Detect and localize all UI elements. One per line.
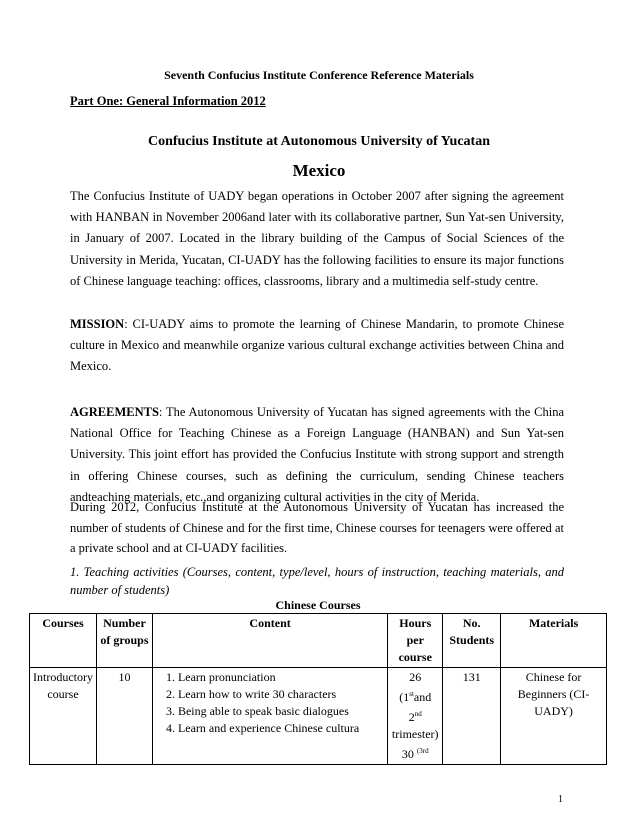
- hours-line: trimester): [391, 727, 439, 741]
- header-content: Content: [152, 614, 387, 668]
- hours-line: 30 $^{(3rd}$: [401, 747, 429, 761]
- agreements-label: AGREEMENTS: [70, 405, 159, 419]
- table-header-row: [30, 614, 607, 668]
- mission-text: : CI-UADY aims to promote the learning of Chinese Mandarin, to promote Chinese culture in Mexico and meanwhile organize various cultural exchange activities between China and Mexico.: [70, 317, 564, 374]
- country-title: Mexico: [292, 161, 346, 180]
- list-item: 4. Learn and experience Chinese cultura: [178, 720, 384, 737]
- agreements-paragraph: [70, 402, 564, 508]
- header-courses: Courses: [30, 614, 97, 668]
- cell-students: 131: [443, 668, 501, 765]
- cell-hours: [388, 668, 443, 765]
- header-materials: Materials: [501, 614, 607, 668]
- mission-label: MISSION: [70, 317, 125, 331]
- page-number: 1: [558, 794, 563, 805]
- hours-line: (1stand: [399, 690, 432, 704]
- part-title: Part One: General Information 2012: [70, 94, 266, 108]
- agreements-text: : The Autonomous University of Yucatan has signed agreements with the China National Office for Teaching Chinese as a Foreign Language (HANBAN) and Sun Yat-sen University. This joint effort has provided the Confucius Institute with strong support and strength in offering Chinese courses, such as defining the curriculum, sending Chinese teachers andteaching materials, etc.,and organizing cultural activities in the city of Merida.: [70, 405, 564, 504]
- courses-table: [29, 613, 607, 765]
- cell-course: Introductory course: [30, 668, 97, 765]
- intro-paragraph: The Confucius Institute of UADY began operations in October 2007 after signing the agreement with HANBAN in November 2006and later with its collaborative partner, Sun Yat-sen University, in January of 2007. Located in the library building of the Campus of Social Sciences of the University in Merida, Yucatan, CI-UADY has the following facilities to ensure its major functions of Chinese language teaching: offices, classrooms, library and a multimedia self-study centre.: [70, 189, 564, 288]
- table-caption: Chinese Courses: [275, 598, 361, 612]
- header-students: No. Students: [443, 614, 501, 668]
- during-paragraph: During 2012, Confucius Institute at the Autonomous University of Yucatan has increased the number of students of Chinese and for the first time, Chinese courses for teenagers were offered at a private school and at CI-UADY facilities.: [70, 500, 564, 555]
- cell-groups: 10: [96, 668, 152, 765]
- institute-title: Confucius Institute at Autonomous University of Yucatan: [147, 134, 490, 149]
- hours-line: 26: [409, 670, 422, 684]
- document-header: Seventh Confucius Institute Conference Reference Materials: [164, 68, 474, 82]
- header-hours: Hours per course: [388, 614, 443, 668]
- header-number-groups: Number of groups: [96, 614, 152, 668]
- hours-line: 2nd: [408, 710, 422, 724]
- list-item: 1. Learn pronunciation: [178, 669, 384, 686]
- table-row: [30, 668, 607, 765]
- cell-materials: Chinese for Beginners (CI-UADY): [501, 668, 607, 765]
- mission-paragraph: [70, 314, 564, 378]
- list-item: 2. Learn how to write 30 characters: [178, 686, 384, 703]
- list-item: 3. Being able to speak basic dialogues: [178, 703, 384, 720]
- content-list: [156, 669, 384, 737]
- cell-content: [152, 668, 387, 765]
- section-heading: 1. Teaching activities (Courses, content, type/level, hours of instruction, teaching materials, and number of students): [70, 565, 564, 597]
